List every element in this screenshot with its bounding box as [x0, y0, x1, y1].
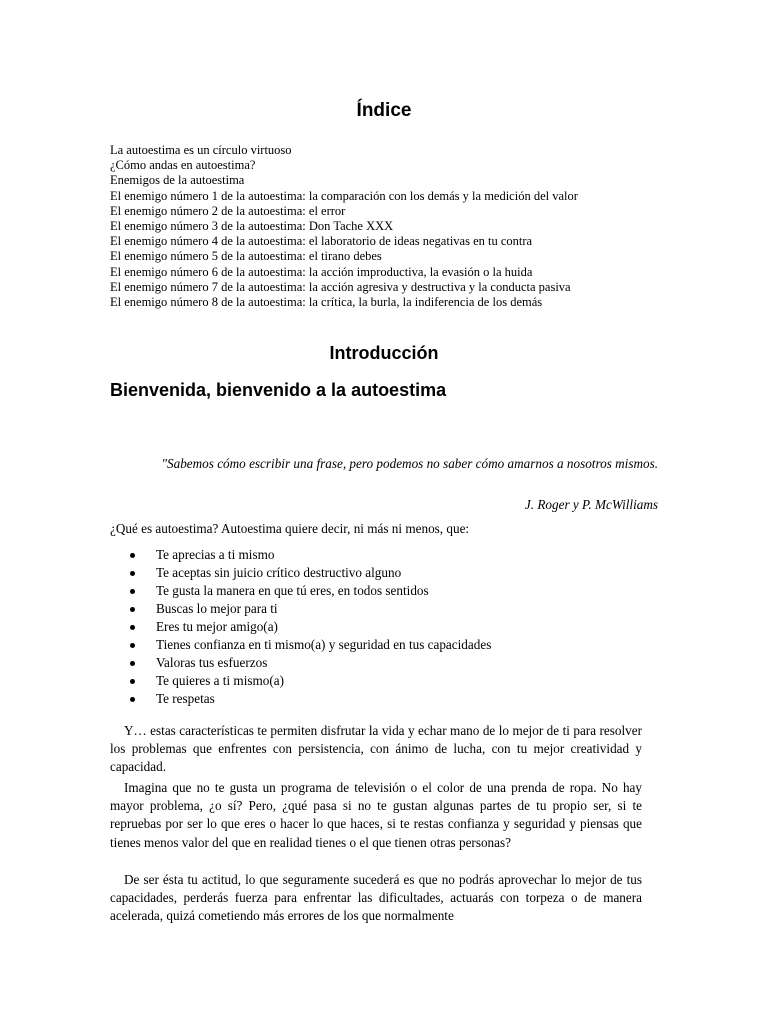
list-item-text: Te aceptas sin juicio crítico destructivo alguno [156, 565, 402, 580]
list-item [110, 690, 670, 708]
toc-item: El enemigo número 1 de la autoestima: la comparación con los demás y la medición del valor [110, 188, 578, 203]
body-paragraph: De ser ésta tu actitud, lo que seguramente sucederá es que no podrás aprovechar lo mejor de tus capacidades, perderás fuerza para enfrentar las dificultades, actuarás con torpeza o de manera acelerada, quizá cometiendo más errores de los que normalmente [110, 872, 642, 924]
bullet-icon [130, 589, 135, 594]
toc-item: El enemigo número 3 de la autoestima: Don Tache XXX [110, 219, 394, 234]
bullet-icon [130, 571, 135, 576]
list-item [110, 636, 670, 654]
list-item-text: Valoras tus esfuerzos [156, 655, 268, 670]
list-item [110, 564, 670, 582]
introduction-heading: Introducción [329, 343, 439, 363]
list-item-text: Te quieres a ti mismo(a) [156, 673, 284, 688]
index-title: Índice [356, 100, 412, 121]
body-paragraph: Imagina que no te gusta un programa de televisión o el color de una prenda de ropa. No hay mayor problema, ¿o sí? Pero, ¿qué pasa si no te gustan algunas partes de tu propio ser, si te repruebas por ser lo que eres o hacer lo que haces, si te restas confianza y seguridad y piensas que tienes menos valor del que en realidad tienes o el que tienen otras personas? [110, 780, 642, 850]
definition-list [110, 546, 670, 708]
toc-item: El enemigo número 2 de la autoestima: el error [110, 203, 346, 218]
list-item-text: Tienes confianza en ti mismo(a) y seguridad en tus capacidades [156, 637, 492, 652]
bullet-icon [130, 679, 135, 684]
list-item-text: Te gusta la manera en que tú eres, en todos sentidos [156, 583, 429, 598]
list-item [110, 618, 670, 636]
toc-item: La autoestima es un círculo virtuoso [110, 143, 292, 157]
table-of-contents [110, 143, 710, 310]
list-item-text: Te aprecias a ti mismo [156, 547, 275, 562]
bullet-icon [130, 607, 135, 612]
list-item [110, 600, 670, 618]
bullet-icon [130, 553, 135, 558]
toc-item: El enemigo número 5 de la autoestima: el tirano debes [110, 249, 382, 264]
list-item [110, 654, 670, 672]
toc-item: Enemigos de la autoestima [110, 173, 245, 188]
list-item [110, 672, 670, 690]
bullet-icon [130, 661, 135, 666]
bullet-icon [130, 643, 135, 648]
quote-author: J. Roger y P. McWilliams [524, 497, 658, 512]
toc-item: El enemigo número 7 de la autoestima: la acción agresiva y destructiva y la conducta pasiva [110, 279, 571, 294]
bullet-icon [130, 697, 135, 702]
toc-item: ¿Cómo andas en autoestima? [110, 158, 256, 173]
list-item [110, 546, 670, 564]
epigraph-quote: "Sabemos cómo escribir una frase, pero podemos no saber cómo amarnos a nosotros mismos. [161, 456, 658, 471]
welcome-heading: Bienvenida, bienvenido a la autoestima [110, 380, 447, 400]
toc-item: El enemigo número 4 de la autoestima: el laboratorio de ideas negativas en tu contra [110, 234, 533, 249]
list-item-text: Te respetas [156, 691, 215, 706]
definition-question: ¿Qué es autoestima? Autoestima quiere decir, ni más ni menos, que: [110, 521, 470, 536]
toc-item: El enemigo número 8 de la autoestima: la crítica, la burla, la indiferencia de los demás [110, 295, 543, 310]
bullet-icon [130, 625, 135, 630]
list-item [110, 582, 670, 600]
toc-item: El enemigo número 6 de la autoestima: la acción improductiva, la evasión o la huida [110, 264, 533, 279]
list-item-text: Eres tu mejor amigo(a) [156, 619, 278, 634]
body-paragraph: Y… estas características te permiten disfrutar la vida y echar mano de lo mejor de ti para resolver los problemas que enfrentes con persistencia, con ánimo de lucha, con tu mejor creatividad y capacidad. [110, 723, 642, 775]
list-item-text: Buscas lo mejor para ti [156, 601, 278, 616]
